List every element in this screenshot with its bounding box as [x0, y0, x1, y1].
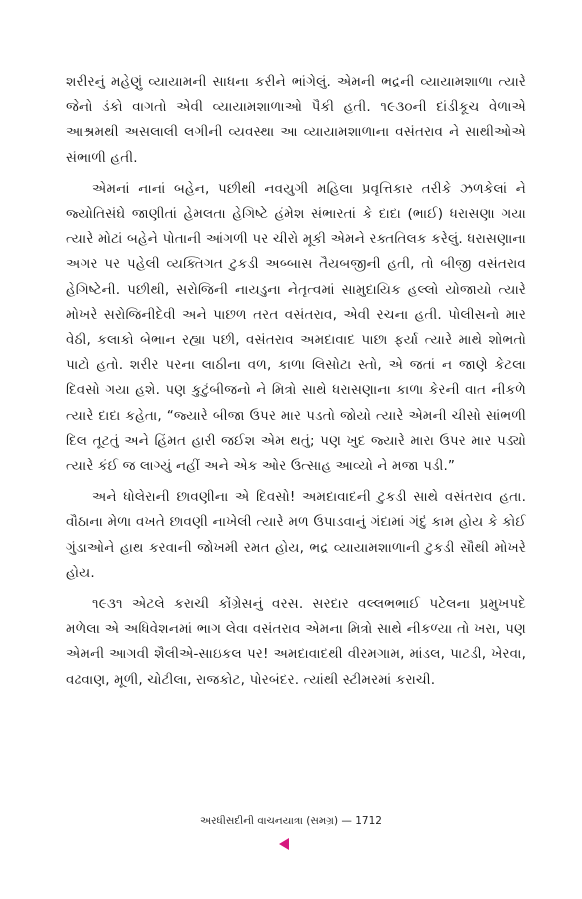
paragraph-4: ૧૯૩૧ એટલે કરાચી કોંગ્રેસનું વરસ. સરદાર વલ્લભભાઈ પટેલના પ્રમુખપદે મળેલા એ અધિવેશનમાં ભાગ લેવા વસંતરાવ એમના મિત્રો સાથે નીકળ્યા તો ખરા, પણ એમની આગવી શૈલીએ-સાઇકલ પર! અમદાવાદથી વીરમગામ, માંડલ, પાટડી, ખેરવા, વઢવાણ, મૂળી, ચોટીલા, રાજકોટ, પોરબંદર. ત્યાંથી સ્ટીમરમાં કરાચી. — [66, 596, 526, 688]
paragraph-1: શરીરનું મહેણું વ્યાયામની સાધના કરીને ભાંગેલું. એમની ભદ્રની વ્યાયામશાળા ત્યારે જેનો ડંકો વાગતો એવી વ્યાયામશાળાઓ પૈકી હતી. ૧૯૩૦ની દાંડીકૂચ વેળાએ આશ્રમથી અસલાલી લગીની વ્યવસ્થા આ વ્યાયામશાળાના વસંતરાવ ને સાથીઓએ સંભાળી હતી. — [66, 74, 526, 166]
page-footer: અરધીસદીની વાચનયાત્રા (સમગ્ર) — 1712 — [200, 815, 382, 827]
previous-page-arrow-icon[interactable] — [279, 838, 289, 850]
page-body — [66, 70, 526, 699]
paragraph-3: અને ધોલેરાની છાવણીના એ દિવસો! અમદાવાદની ટુકડી સાથે વસંતરાવ હતા. વૌઠાના મેળા વખતે છાવણી નાખેલી ત્યારે મળ ઉપાડવાનું ગંદામાં ગંદું કામ હોય કે કોઈ ગુંડાઓને હાથ કરવાની જોખમી રમત હોય, ભદ્ર વ્યાયામશાળાની ટુકડી સૌથી મોખરે હોય. — [66, 489, 526, 581]
paragraph-2: એમનાં નાનાં બહેન, પછીથી નવયુગી મહિલા પ્રવૃત્તિકાર તરીકે ઝળકેલાં ને જ્યોતિસંઘે જાણીતાં હેમલતા હેગિષ્ટે હંમેશ સંભારતાં કે દાદા (ભાઈ) ધરાસણા ગયા ત્યારે મોટાં બહેને પોતાની આંગળી પર ચીરો મૂકી એમને રક્તતિલક કરેલું. ધરાસણાના અગર પર પહેલી વ્યક્તિગત ટુકડી અબ્બાસ તૈયબજીની હતી, તો બીજી વસંતરાવ હેગિષ્ટેની. પછીથી, સરોજિની નાયડુના નેતૃત્વમાં સામુદાયિક હલ્લો યોજાયો ત્યારે મોખરે સરોજિનીદેવી અને પાછળ તરત વસંતરાવ, એવી રચના હતી. પોલીસનો માર વેઠી, કલાકો બેભાન રહ્યા પછી, વસંતરાવ અમદાવાદ પાછા ફર્યા ત્યારે માથે શોભતો પાટો હતો. શરીર પરના લાઠીના વળ, કાળા લિસોટા સ્તો, એ જતાં ન જાણે કેટલા દિવસો ગયા હશે. પણ કુટુંબીજનો ને મિત્રો સાથે ધરાસણાના કાળા કેરની વાત નીકળે ત્યારે દાદા કહેતા, “જ્યારે બીજા ઉપર માર પડતો જોયો ત્યારે એમની ચીસો સાંભળી દિલ તૂટતું અને હિંમત હારી જઈશ એમ થતું; પણ ખુદ જ્યારે મારા ઉપર માર પડ્યો ત્યારે કંઈ જ લાગ્યું નહીં અને એક ઓર ઉત્સાહ આવ્યો ને મજા પડી.” — [66, 180, 526, 475]
